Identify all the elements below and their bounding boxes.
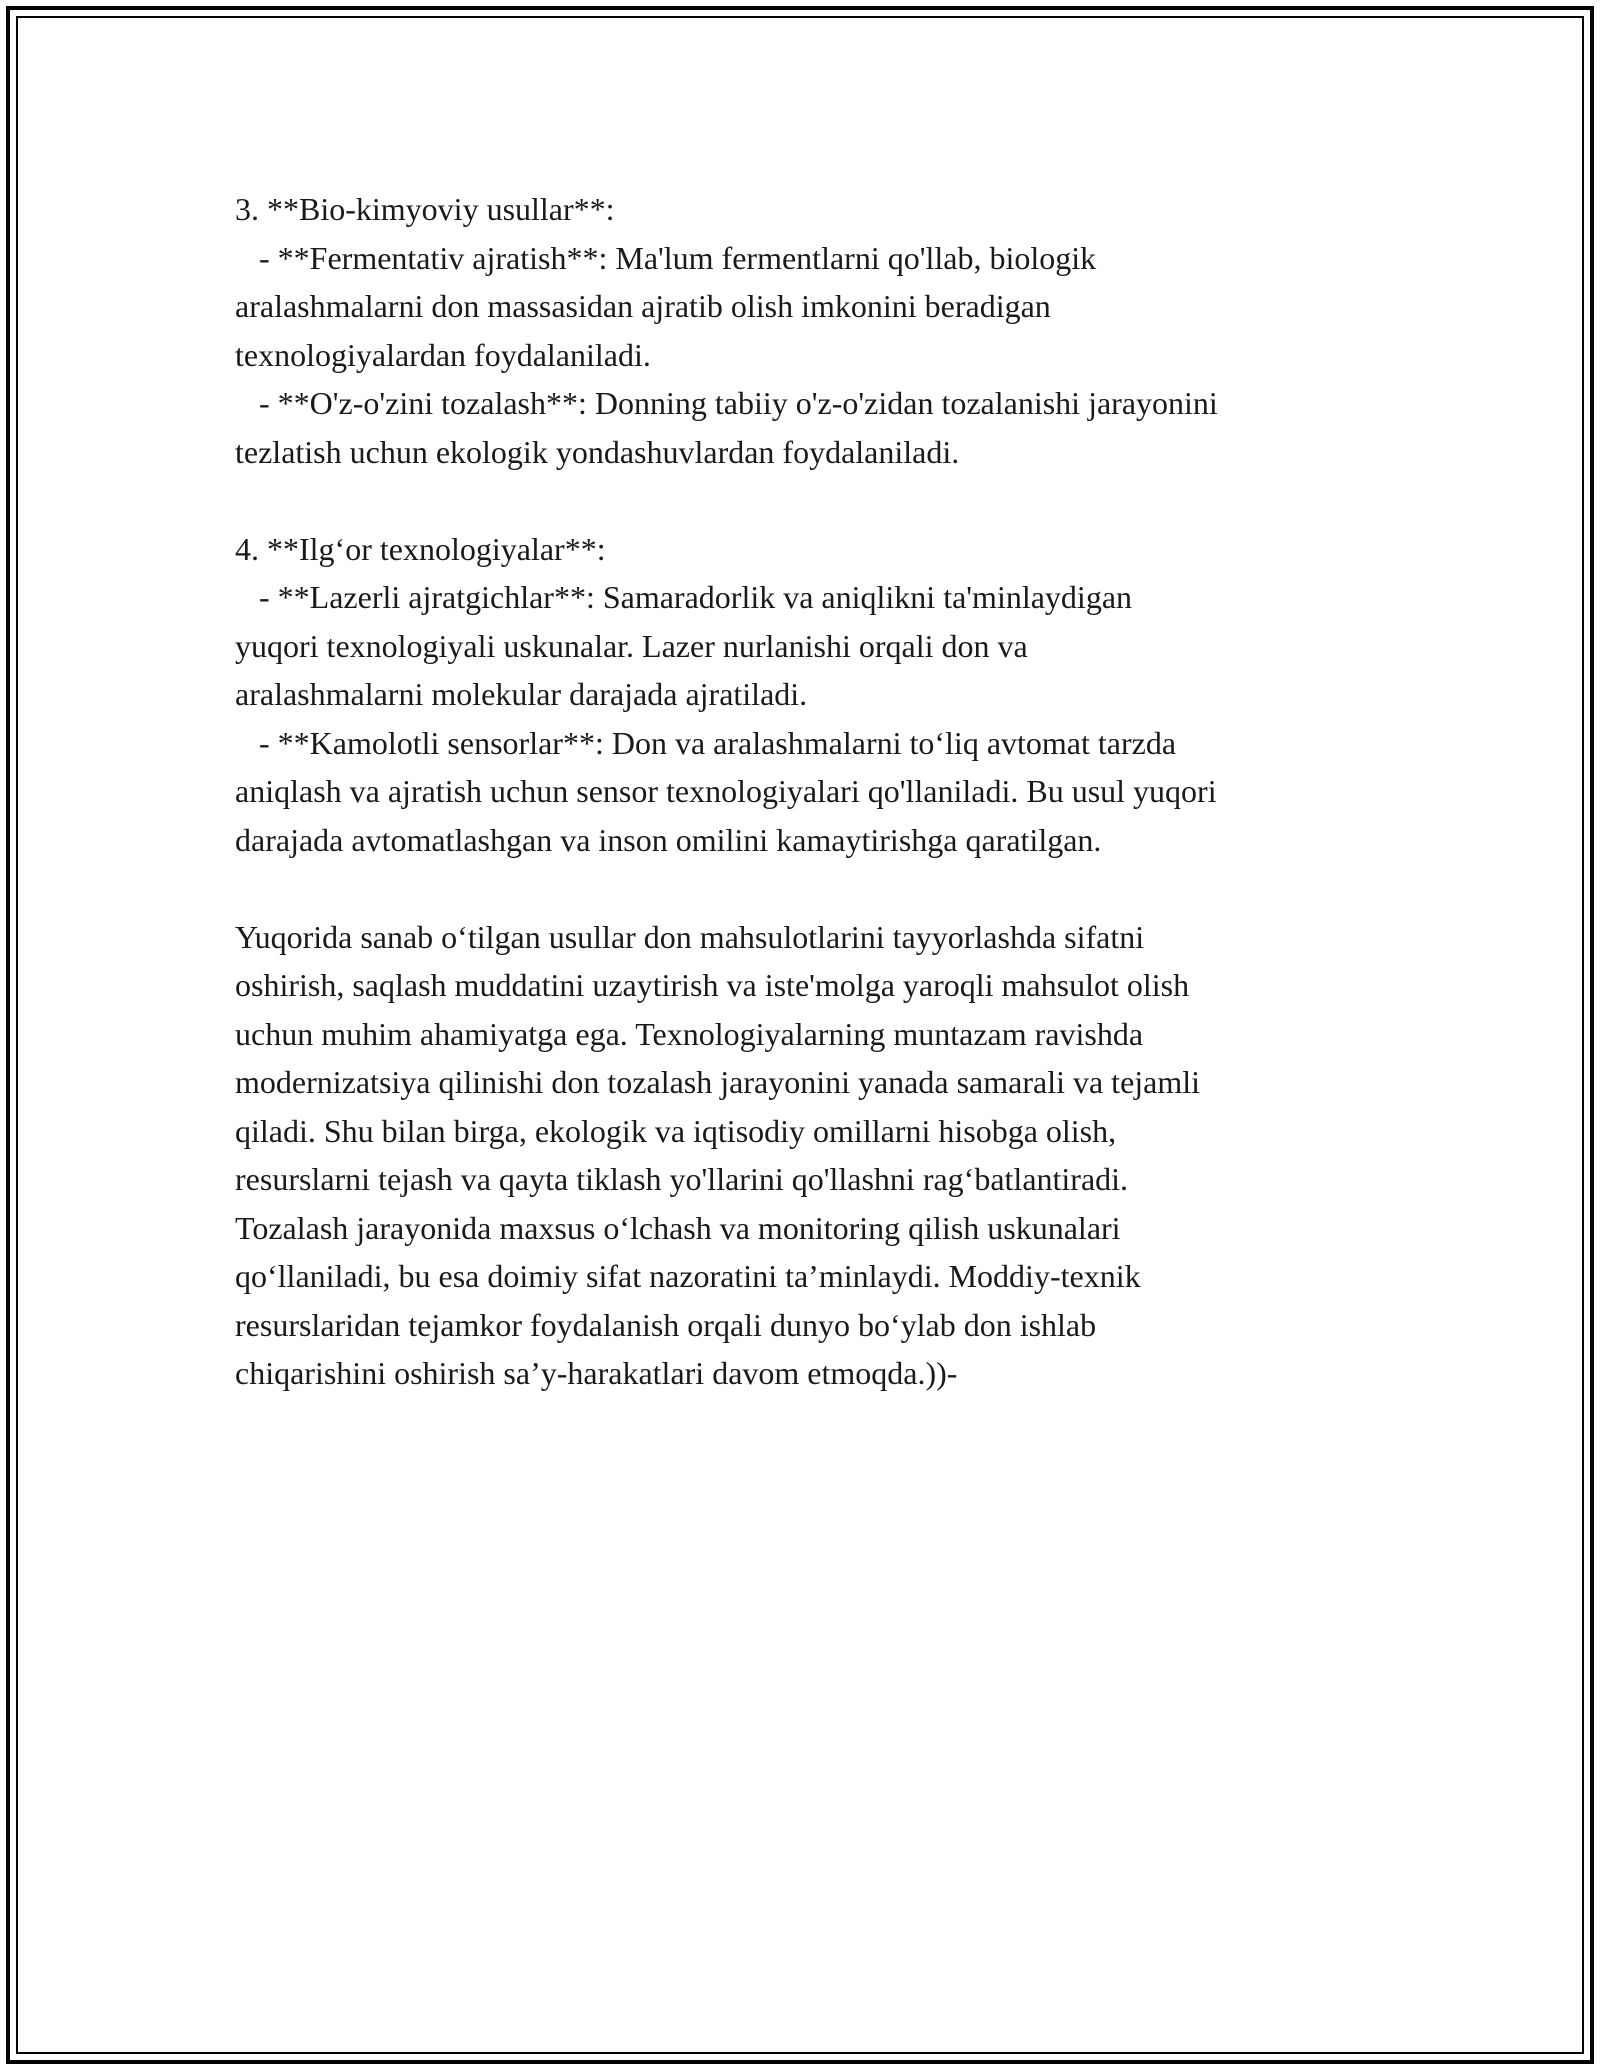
- list-item-line: - **Fermentativ ajratish**: Ma'lum fermentlarni qo'llab, biologik: [235, 239, 1097, 276]
- list-item-line: texnologiyalardan foydalaniladi.: [235, 336, 651, 373]
- list-item-line: aralashmalarni don massasidan ajratib olish imkonini beradigan: [235, 288, 1051, 324]
- list-item-line: - **Lazerli ajratgichlar**: Samaradorlik va aniqlikni ta'minlaydigan: [235, 579, 1133, 615]
- paragraph-line: qiladi. Shu bilan birga, ekologik va iqtisodiy omillarni hisobga olish,: [235, 1112, 1117, 1149]
- section-heading: 3. **Bio-kimyoviy usullar**:: [235, 191, 615, 227]
- paragraph-line: chiqarishini oshirish sa’y-harakatlari davom etmoqda.))-: [235, 1355, 958, 1391]
- section-heading: 4. **Ilg‘or texnologiyalar**:: [235, 530, 606, 567]
- paragraph-line: resurslarni tejash va qayta tiklash yo'llarini qo'llashni rag‘batlantiradi.: [235, 1161, 1129, 1197]
- section-advanced-tech: [235, 525, 1415, 865]
- paragraph-line: Tozalash jarayonida maxsus o‘lchash va monitoring qilish uskunalari: [235, 1209, 1121, 1246]
- document-body: [235, 185, 1415, 1398]
- paragraph-gap: [235, 864, 1415, 913]
- paragraph-line: oshirish, saqlash muddatini uzaytirish va iste'molga yaroqli mahsulot olish: [235, 967, 1190, 1003]
- paragraph-line: modernizatsiya qilinishi don tozalash jarayonini yanada samarali va tejamli: [235, 1064, 1201, 1100]
- paragraph-line: Yuqorida sanab o‘tilgan usullar don mahsulotlarini tayyorlashda sifatni: [235, 918, 1145, 955]
- list-item-line: aralashmalarni molekular darajada ajratiladi.: [235, 676, 808, 712]
- paragraph-line: uchun muhim ahamiyatga ega. Texnologiyalarning muntazam ravishda: [235, 1015, 1144, 1052]
- list-item-line: yuqori texnologiyali uskunalar. Lazer nurlanishi orqali don va: [235, 627, 1028, 664]
- list-item-line: - **O'z-o'zini tozalash**: Donning tabiiy o'z-o'zidan tozalanishi jarayonini: [235, 385, 1218, 421]
- list-item-line: tezlatish uchun ekologik yondashuvlardan foydalaniladi.: [235, 433, 960, 470]
- conclusion-paragraph: [235, 913, 1415, 1398]
- section-bio-chemical: [235, 185, 1415, 476]
- list-item-line: aniqlash va ajratish uchun sensor texnologiyalari qo'llaniladi. Bu usul yuqori: [235, 773, 1217, 809]
- paragraph-line: qo‘llaniladi, bu esa doimiy sifat nazoratini ta’minlaydi. Moddiy-texnik: [235, 1258, 1141, 1294]
- list-item-line: - **Kamolotli sensorlar**: Don va aralashmalarni to‘liq avtomat tarzda: [235, 724, 1177, 761]
- list-item-line: darajada avtomatlashgan va inson omilini kamaytirishga qaratilgan.: [235, 821, 1102, 858]
- paragraph-line: resurslaridan tejamkor foydalanish orqali dunyo bo‘ylab don ishlab: [235, 1306, 1097, 1343]
- paragraph-gap: [235, 476, 1415, 525]
